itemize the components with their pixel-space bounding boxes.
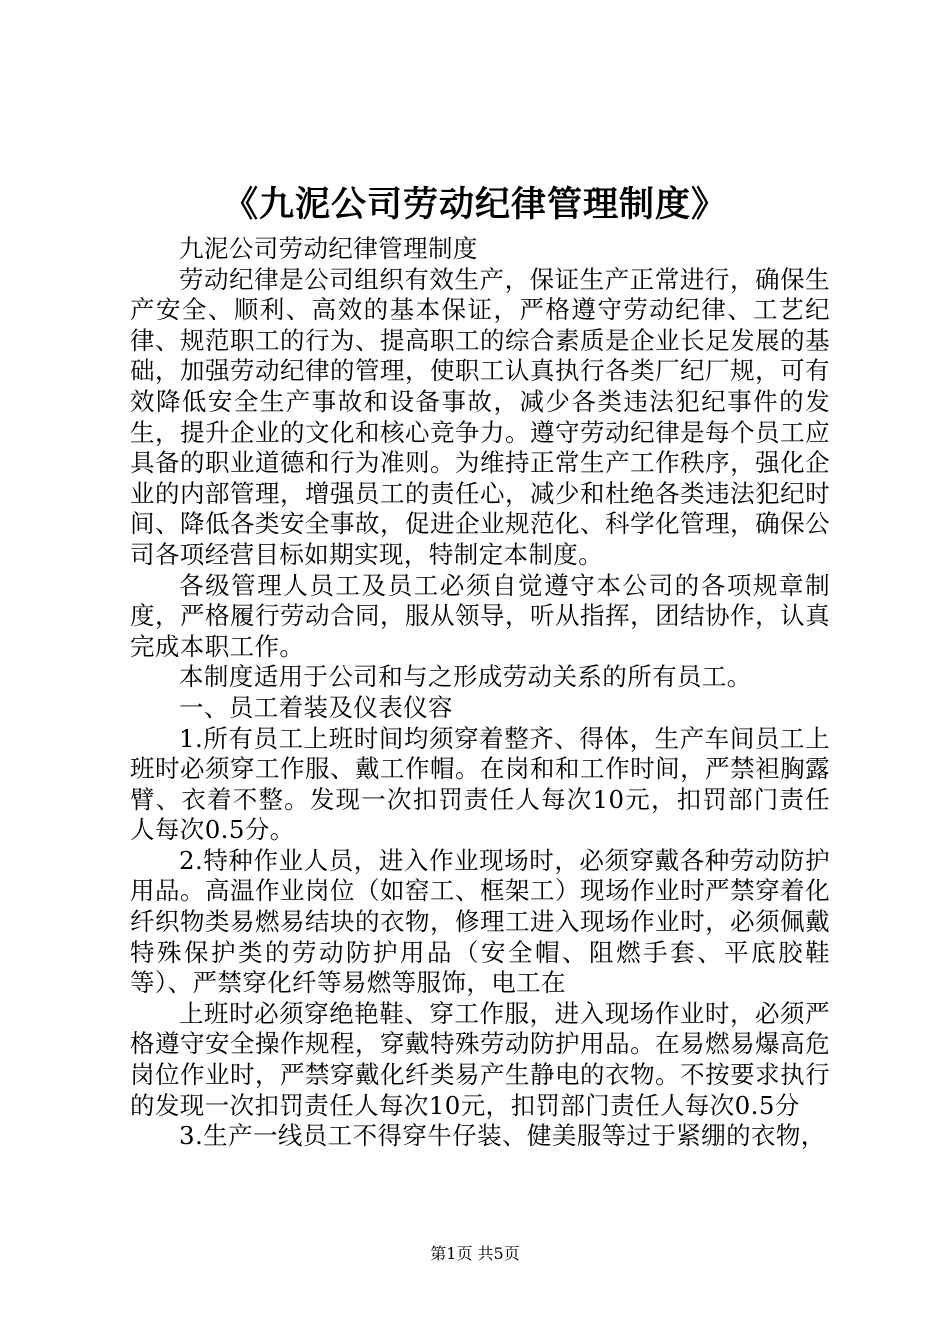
paragraph-obligations: 各级管理人员工及员工必须自觉遵守本公司的各项规章制度，严格履行劳动合同，服从领导，听从指挥，团结协作，认真完成本职工作。 xyxy=(130,570,830,661)
section-heading-attire: 一、员工着装及仪表仪容 xyxy=(179,692,453,722)
document-title: 《九泥公司劳动纪律管理制度》 xyxy=(222,184,727,225)
document-body xyxy=(130,234,830,1152)
paragraph-subtitle: 九泥公司劳动纪律管理制度 xyxy=(179,234,478,263)
page-number-footer: 第1页 共5页 xyxy=(430,1244,520,1263)
paragraph-rule-3: 3.生产一线员工不得穿牛仔装、健美服等过于紧绷的衣物， xyxy=(179,1121,826,1151)
paragraph-intro: 劳动纪律是公司组织有效生产，保证生产正常进行，确保生产安全、顺利、高效的基本保证，严格遵守劳动纪律、工艺纪律、规范职工的行为、提高职工的综合素质是企业长足发展的基础，加强劳动纪律的管理，使职工认真执行各类厂纪厂规，可有效降低安全生产事故和设备事故，减少各类违法犯纪事件的发生，提升企业的文化和核心竞争力。遵守劳动纪律是每个员工应具备的职业道德和行为准则。为维持正常生产工作秩序，强化企业的内部管理，增强员工的责任心，减少和杜绝各类违法犯纪时间、降低各类安全事故，促进企业规范化、科学化管理，确保公司各项经营目标如期实现，特制定本制度。 xyxy=(130,264,830,569)
paragraph-rule-1: 1.所有员工上班时间均须穿着整齐、得体，生产车间员工上班时必须穿工作服、戴工作帽。在岗和和工作时间，严禁袒胸露臂、衣着不整。发现一次扣罚责任人每次10元，扣罚部门责任人每次0.5分。 xyxy=(130,723,830,845)
paragraph-rule-2: 2.特种作业人员，进入作业现场时，必须穿戴各种劳动防护用品。高温作业岗位（如窑工、框架工）现场作业时严禁穿着化纤织物类易燃易结块的衣物，修理工进入现场作业时，必须佩戴特殊保护类的劳动防护用品（安全帽、阻燃手套、平底胶鞋等）、严禁穿化纤等易燃等服饰，电工在 xyxy=(130,845,830,998)
paragraph-scope: 本制度适用于公司和与之形成劳动关系的所有员工。 xyxy=(179,662,752,692)
paragraph-rule-2-continued: 上班时必须穿绝艳鞋、穿工作服，进入现场作业时，必须严格遵守安全操作规程，穿戴特殊劳动防护用品。在易燃易爆高危岗位作业时，严禁穿戴化纤类易产生静电的衣物。不按要求执行的发现一次扣罚责任人每次10元，扣罚部门责任人每次0.5分 xyxy=(130,998,830,1120)
